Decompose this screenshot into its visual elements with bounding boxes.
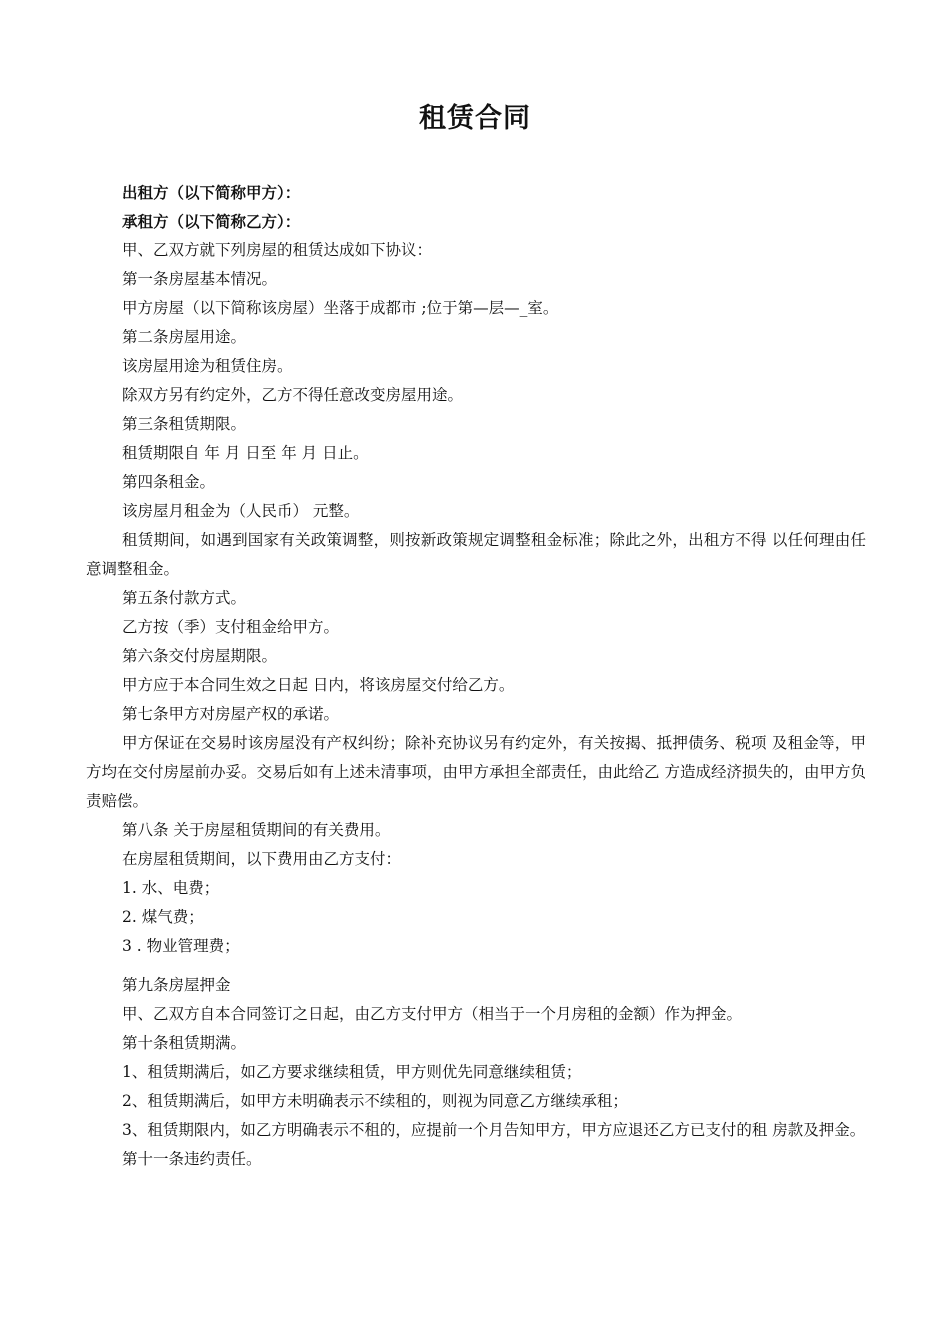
paragraph: 第九条房屋押金	[122, 976, 231, 994]
paragraph: 第一条房屋基本情况。	[122, 270, 278, 288]
paragraph: 2. 煤气费；	[122, 908, 204, 926]
paragraph: 甲方应于本合同生效之日起 日内，将该房屋交付给乙方。	[122, 676, 515, 694]
paragraph: 3 . 物业管理费；	[122, 937, 240, 955]
paragraph: 第七条甲方对房屋产权的承诺。	[122, 705, 340, 723]
paragraph: 第十一条违约责任。	[122, 1150, 262, 1168]
document-body	[86, 178, 866, 1174]
paragraph: 第八条 关于房屋租赁期间的有关费用。	[122, 821, 391, 839]
paragraph: 该房屋用途为租赁住房。	[122, 357, 293, 375]
paragraph: 1、租赁期满后，如乙方要求继续租赁，甲方则优先同意继续租赁；	[122, 1063, 582, 1081]
paragraph: 第三条租赁期限。	[122, 415, 247, 433]
paragraph-spacer	[86, 961, 866, 971]
document-title: 租赁合同	[419, 103, 531, 134]
paragraph: 1. 水、电费；	[122, 879, 220, 897]
paragraph: 2、租赁期满后，如甲方未明确表示不续租的，则视为同意乙方继续承租；	[122, 1092, 628, 1110]
paragraph: 在房屋租赁期间，以下费用由乙方支付：	[122, 850, 402, 868]
paragraph: 甲、乙双方自本合同签订之日起，由乙方支付甲方（相当于一个月房租的金额）作为押金。	[122, 1005, 743, 1023]
paragraph: 3、租赁期限内，如乙方明确表示不租的，应提前一个月告知甲方，甲方应退还乙方已支付的租 房款及押金。	[122, 1121, 866, 1139]
paragraph: 第十条租赁期满。	[122, 1034, 247, 1052]
paragraph: 甲、乙双方就下列房屋的租赁达成如下协议：	[122, 241, 433, 259]
paragraph: 甲方房屋（以下简称该房屋）坐落于成都市 ;位于第—层—_室。	[122, 299, 559, 317]
paragraph: 除双方另有约定外，乙方不得任意改变房屋用途。	[122, 386, 464, 404]
paragraph: 承租方（以下简称乙方）：	[122, 212, 301, 231]
paragraph: 第六条交付房屋期限。	[122, 647, 278, 665]
paragraph: 出租方（以下简称甲方）：	[122, 183, 301, 202]
paragraph: 租赁期限自 年 月 日至 年 月 日止。	[122, 444, 369, 462]
paragraph: 第五条付款方式。	[122, 589, 247, 607]
paragraph: 该房屋月租金为（人民币） 元整。	[122, 502, 360, 520]
paragraph: 乙方按（季）支付租金给甲方。	[122, 618, 340, 636]
paragraph: 租赁期间，如遇到国家有关政策调整，则按新政策规定调整租金标准；除此之外，出租方不得 以任何理由任意调整租金。	[86, 531, 866, 578]
paragraph: 第四条租金。	[122, 473, 216, 491]
paragraph: 甲方保证在交易时该房屋没有产权纠纷；除补充协议另有约定外，有关按揭、抵押债务、税项 及租金等，甲方均在交付房屋前办妥。交易后如有上述未清事项，由甲方承担全部责任，由此给乙 方造成经济损失的，由甲方负责赔偿。	[86, 734, 866, 810]
paragraph: 第二条房屋用途。	[122, 328, 247, 346]
